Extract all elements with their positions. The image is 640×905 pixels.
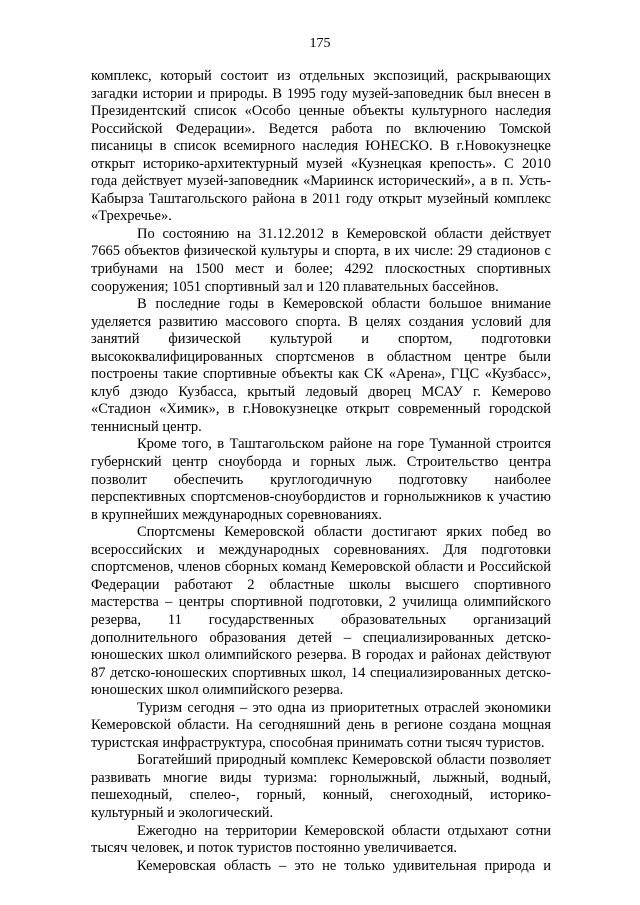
paragraph-snowboard-center: Кроме того, в Таштагольском районе на горе Туманной строится губернский центр сноуборда и горных лыж. Строительство центра позволит обеспечить круглогодичную подготовку наиболее перспективных спортсменов-сноубордистов и горнолыжников к участию в крупнейших международных соревнованиях.: [91, 436, 551, 523]
paragraph-tourist-flow: Ежегодно на территории Кемеровской области отдыхают сотни тысяч человек, и поток туристов постоянно увеличивается.: [91, 822, 551, 857]
paragraph-tourism: Туризм сегодня – это одна из приоритетных отраслей экономики Кемеровской области. На сегодняшний день в регионе создана мощная туристская инфраструктура, способная принимать сотни тысяч туристов.: [91, 699, 551, 751]
paragraph-mass-sport: В последние годы в Кемеровской области большое внимание уделяется развитию массового спорта. В целях создания условий для занятий физической культурой и спортом, подготовки высококвалифицированных спортсменов в областном центре были построены такие спортивные объекты как СК «Арена», ГЦС «Кузбасс», клуб дзюдо Кузбасса, крытый ледовый дворец МСАУ г. Кемерово «Стадион «Химик», в г.Новокузнецке открыт современный городской теннисный центр.: [91, 296, 551, 435]
page-number: 175: [309, 36, 331, 51]
paragraph-tourism-types: Богатейший природный комплекс Кемеровской области позволяет развивать многие виды туризма: горнолыжный, лыжный, водный, пешеходный, спелео-, горный, конный, снегоходный, историко-культурный и экологический.: [91, 752, 551, 821]
paragraph-athletes: Спортсмены Кемеровской области достигают ярких побед во всероссийских и международных соревнованиях. Для подготовки спортсменов, членов сборных команд Кемеровской области и Российской Федерации работают 2 областные школы высшего спортивного мастерства – центры спортивной подготовки, 2 училища олимпийского резерва, 11 государственных образовательных организаций дополнительного образования детей – специализированных детско-юношеских школ олимпийского резерва. В городах и районах действуют 87 детско-юношеских спортивных школ, 14 специализированных детско-юношеских школ олимпийского резерва.: [91, 524, 551, 699]
paragraph-sports-facilities: По состоянию на 31.12.2012 в Кемеровской области действует 7665 объектов физической культуры и спорта, в их числе: 29 стадионов с трибунами на 1500 мест и более; 4292 плоскостных спортивных сооружения; 1051 спортивный зал и 120 плавательных бассейнов.: [91, 225, 551, 295]
paragraph-continued: Кемеровская область – это не только удивительная природа и: [137, 857, 551, 874]
body-text: [91, 68, 551, 875]
paragraph-museum-complex: комплекс, который состоит из отдельных экспозиций, раскрывающих загадки истории и природы. В 1995 году музей-заповедник был внесен в Президентский список «Особо ценные объекты культурного наследия Российской Федерации». Ведется работа по включению Томской писаницы в список всемирного наследия ЮНЕСКО. В г.Новокузнецке открыт историко-архитектурный музей «Кузнецкая крепость». С 2010 года действует музей-заповедник «Мариинск исторический», а в п. Усть-Кабырза Таштагольского района в 2011 году открыт музейный комплекс «Трехречье».: [91, 68, 551, 225]
